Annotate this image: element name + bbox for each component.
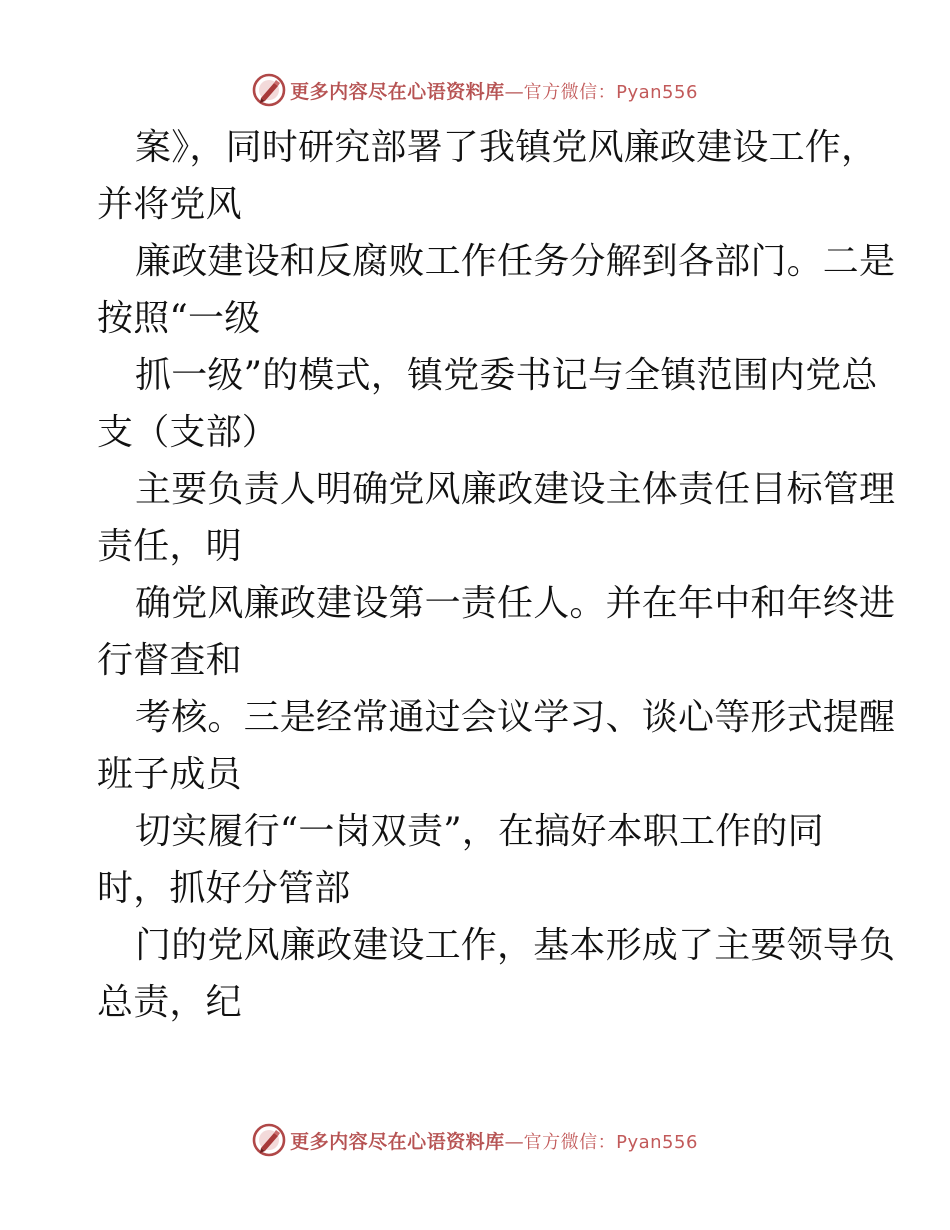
body-line: 主要负责人明确党风廉政建设主体责任目标管理: [135, 469, 896, 510]
watermark-contact: 官方微信：Pyan556: [523, 81, 698, 103]
watermark-separator: —: [504, 1130, 524, 1153]
body-line: 按照“一级: [97, 298, 261, 339]
pen-logo-icon: [252, 1123, 286, 1157]
body-line: 抓一级”的模式，镇党委书记与全镇范围内党总: [135, 355, 878, 396]
body-line: 责任，明: [97, 526, 242, 567]
footer-watermark: [0, 1120, 950, 1160]
body-line: 案》，同时研究部署了我镇党风廉政建设工作，: [135, 127, 878, 168]
body-line: 门的党风廉政建设工作，基本形成了主要领导负: [135, 925, 896, 966]
body-line: 班子成员: [97, 754, 242, 795]
body-line: 确党风廉政建设第一责任人。并在年中和年终进: [135, 583, 896, 624]
watermark-title: 更多内容尽在心语资料库: [290, 80, 505, 103]
body-line: 行督查和: [97, 640, 242, 681]
body-line: 并将党风: [97, 184, 242, 225]
body-line: 考核。三是经常通过会议学习、谈心等形式提醒: [135, 697, 896, 738]
body-line: 支（支部）: [97, 412, 279, 453]
watermark-contact: 官方微信：Pyan556: [523, 1131, 698, 1153]
pen-logo-icon: [252, 73, 286, 107]
body-line: 总责，纪: [97, 982, 242, 1023]
body-line: 切实履行“一岗双责”，在搞好本职工作的同: [135, 811, 824, 852]
body-line: 时，抓好分管部: [97, 868, 351, 909]
header-watermark: [0, 70, 950, 110]
watermark-separator: —: [504, 80, 524, 103]
body-line: 廉政建设和反腐败工作任务分解到各部门。二是: [135, 241, 896, 282]
document-body: [0, 119, 950, 1031]
watermark-title: 更多内容尽在心语资料库: [290, 1130, 505, 1153]
